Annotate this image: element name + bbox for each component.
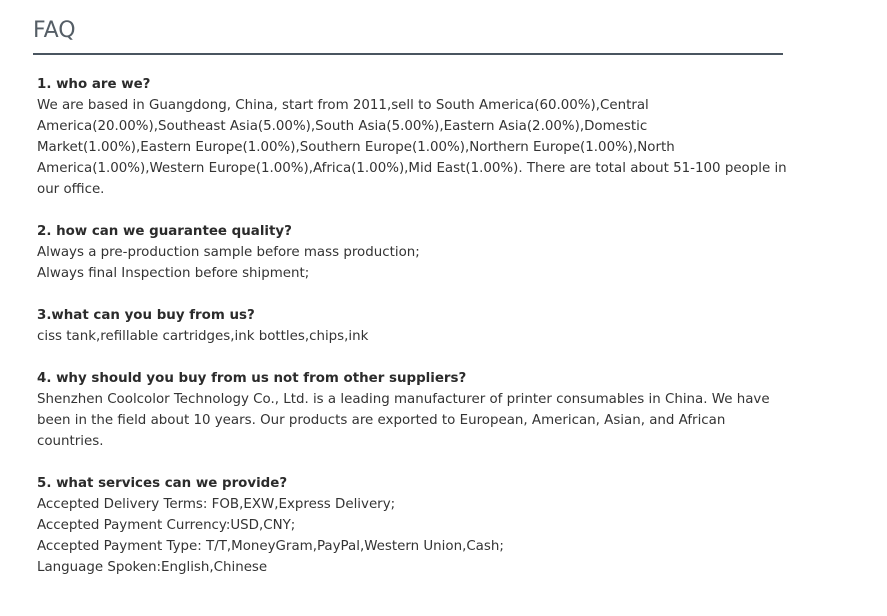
faq-answer-line: Accepted Payment Currency:USD,CNY; (37, 518, 296, 533)
faq-question: 2. how can we guarantee quality? (37, 224, 292, 239)
faq-section (33, 14, 787, 599)
faq-answer-line: our office. (37, 182, 105, 197)
faq-answer-line: Accepted Payment Type: T/T,MoneyGram,PayPal,Western Union,Cash; (37, 539, 504, 554)
faq-answer-line: ciss tank,refillable cartridges,ink bottles,chips,ink (37, 329, 369, 344)
faq-list (33, 74, 787, 578)
faq-item-5 (37, 473, 783, 578)
faq-question: 5. what services can we provide? (37, 476, 288, 491)
faq-answer-line: Language Spoken:English,Chinese (37, 560, 268, 575)
faq-item-4 (37, 368, 783, 452)
faq-answer-line: We are based in Guangdong, China, start from 2011,sell to South America(60.00%),Central (37, 98, 649, 113)
faq-question: 4. why should you buy from us not from other suppliers? (37, 371, 467, 386)
page-title: FAQ (33, 18, 76, 43)
faq-answer-line: countries. (37, 434, 104, 449)
title-divider (33, 53, 783, 55)
faq-answer-line: Always a pre-production sample before mass production; (37, 245, 420, 260)
faq-answer-line: Market(1.00%),Eastern Europe(1.00%),Southern Europe(1.00%),Northern Europe(1.00%),North (37, 140, 675, 155)
faq-answer-line: Accepted Delivery Terms: FOB,EXW,Express Delivery; (37, 497, 396, 512)
faq-answer-line: Shenzhen Coolcolor Technology Co., Ltd. is a leading manufacturer of printer consumables in China. We have (37, 392, 770, 407)
faq-item-2 (37, 221, 783, 284)
faq-answer-line: America(20.00%),Southeast Asia(5.00%),South Asia(5.00%),Eastern Asia(2.00%),Domestic (37, 119, 648, 134)
faq-item-1 (37, 74, 787, 200)
faq-answer-line: Always final Inspection before shipment; (37, 266, 310, 281)
faq-answer-line: America(1.00%),Western Europe(1.00%),Africa(1.00%),Mid East(1.00%). There are total about 51-100 people in (37, 161, 787, 176)
faq-item-3 (37, 305, 783, 347)
faq-answer-line: been in the field about 10 years. Our products are exported to European, American, Asian, and African (37, 413, 726, 428)
faq-question: 3.what can you buy from us? (37, 308, 255, 323)
faq-question: 1. who are we? (37, 77, 151, 92)
